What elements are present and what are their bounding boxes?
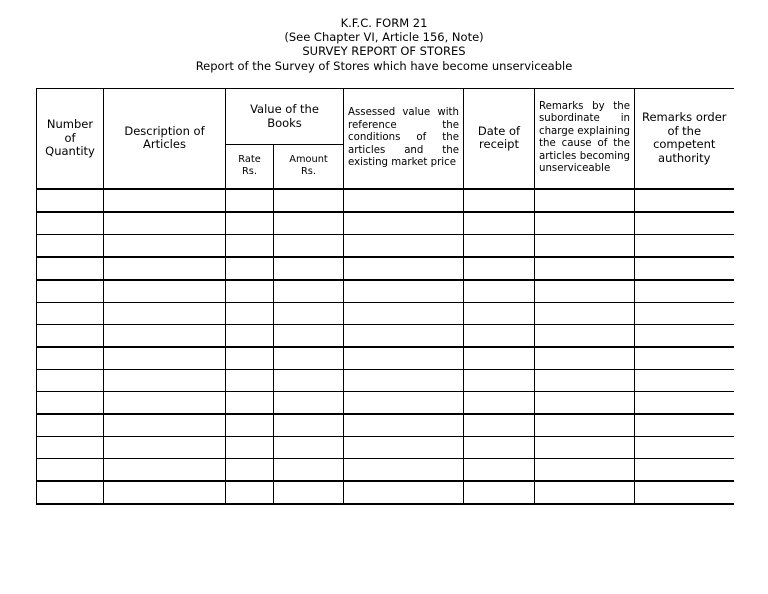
table-cell [464, 280, 535, 303]
table-row [37, 234, 734, 257]
table-cell [104, 234, 226, 257]
table-cell [226, 324, 274, 347]
table-row [37, 257, 734, 280]
table-cell [37, 436, 104, 458]
table-cell [464, 212, 535, 235]
form-reference: (See Chapter VI, Article 156, Note) [284, 30, 484, 45]
table-cell [635, 436, 734, 458]
table-cell [274, 257, 344, 280]
table-cell [226, 391, 274, 414]
table-cell [464, 257, 535, 280]
table-cell [226, 280, 274, 303]
table-cell [344, 458, 464, 481]
column-header-remarks-subordinate: Remarks by the subordinate in charge explaining the cause of the articles becoming unserviceable [535, 89, 635, 189]
table-row [37, 369, 734, 391]
table-cell [226, 212, 274, 235]
table-cell [635, 302, 734, 324]
table-cell [37, 280, 104, 303]
table-cell [344, 436, 464, 458]
table-cell [226, 302, 274, 324]
table-cell [535, 189, 635, 212]
table-cell [226, 369, 274, 391]
table-cell [344, 302, 464, 324]
table-cell [274, 347, 344, 370]
table-cell [37, 347, 104, 370]
table-cell [104, 189, 226, 212]
table-cell [104, 302, 226, 324]
table-cell [274, 436, 344, 458]
table-cell [635, 234, 734, 257]
table-row [37, 436, 734, 458]
table-cell [104, 458, 226, 481]
table-cell [104, 391, 226, 414]
table-cell [535, 347, 635, 370]
report-title: SURVEY REPORT OF STORES [302, 44, 466, 59]
column-header-remarks-order: Remarks order of the competent authority [635, 89, 734, 189]
table-cell [104, 257, 226, 280]
table-cell [464, 302, 535, 324]
form-header [0, 16, 768, 73]
table-cell [344, 414, 464, 437]
table-cell [104, 280, 226, 303]
table-cell [226, 257, 274, 280]
table-row [37, 189, 734, 212]
table-cell [535, 481, 635, 504]
column-header-rate: Rate Rs. [226, 145, 274, 189]
table-cell [104, 481, 226, 504]
table-cell [226, 189, 274, 212]
table-row [37, 391, 734, 414]
table-cell [104, 212, 226, 235]
table-row [37, 324, 734, 347]
table-cell [535, 324, 635, 347]
table-cell [464, 324, 535, 347]
table-cell [344, 369, 464, 391]
table-cell [37, 391, 104, 414]
table-cell [226, 481, 274, 504]
table-cell [635, 458, 734, 481]
table-cell [464, 369, 535, 391]
table-cell [344, 257, 464, 280]
table-row [37, 347, 734, 370]
table-row [37, 414, 734, 437]
table-row [37, 280, 734, 303]
table-cell [104, 347, 226, 370]
table-cell [344, 391, 464, 414]
table-body [37, 189, 734, 504]
table-cell [226, 234, 274, 257]
table-cell [37, 324, 104, 347]
table-cell [535, 414, 635, 437]
table-cell [104, 414, 226, 437]
table-cell [274, 234, 344, 257]
table-cell [344, 324, 464, 347]
report-subtitle: Report of the Survey of Stores which have become unserviceable [195, 58, 573, 73]
table-cell [226, 436, 274, 458]
table-cell [464, 347, 535, 370]
table-cell [274, 369, 344, 391]
table-cell [535, 458, 635, 481]
table-cell [104, 436, 226, 458]
table-row [37, 212, 734, 235]
table-cell [226, 458, 274, 481]
table-cell [274, 302, 344, 324]
table-cell [274, 280, 344, 303]
table-cell [464, 436, 535, 458]
table-cell [274, 189, 344, 212]
table-cell [635, 257, 734, 280]
table-cell [635, 347, 734, 370]
column-header-value-group: Value of the Books [226, 89, 344, 145]
column-header-number: Number of Quantity [37, 89, 104, 189]
table-cell [274, 324, 344, 347]
table-cell [635, 324, 734, 347]
table-cell [274, 391, 344, 414]
table-cell [464, 481, 535, 504]
table-cell [226, 414, 274, 437]
table-cell [464, 391, 535, 414]
table-cell [535, 302, 635, 324]
table-cell [535, 234, 635, 257]
survey-report-table [36, 88, 734, 505]
table-cell [274, 481, 344, 504]
table-cell [37, 212, 104, 235]
table-cell [344, 212, 464, 235]
table-cell [37, 414, 104, 437]
table-cell [37, 234, 104, 257]
table-cell [464, 458, 535, 481]
table-cell [226, 347, 274, 370]
table-cell [104, 324, 226, 347]
table-cell [535, 257, 635, 280]
table-cell [104, 369, 226, 391]
table-row [37, 481, 734, 504]
table-cell [535, 280, 635, 303]
table-cell [535, 436, 635, 458]
column-header-date-of-receipt: Date of receipt [464, 89, 535, 189]
table-cell [37, 369, 104, 391]
table-cell [635, 369, 734, 391]
table-cell [464, 414, 535, 437]
table-cell [37, 302, 104, 324]
form-title: K.F.C. FORM 21 [340, 16, 428, 30]
table-row [37, 458, 734, 481]
table-cell [464, 234, 535, 257]
table-cell [37, 189, 104, 212]
table-cell [37, 257, 104, 280]
table-cell [635, 481, 734, 504]
table-cell [464, 189, 535, 212]
table-cell [344, 481, 464, 504]
table-cell [274, 414, 344, 437]
table-cell [535, 391, 635, 414]
table-cell [344, 280, 464, 303]
table-cell [535, 369, 635, 391]
table-cell [535, 212, 635, 235]
table-cell [344, 347, 464, 370]
table-cell [635, 414, 734, 437]
table-cell [37, 458, 104, 481]
table-row [37, 302, 734, 324]
column-header-description: Description of Articles [104, 89, 226, 189]
table-cell [274, 458, 344, 481]
table-cell [344, 234, 464, 257]
table-cell [635, 189, 734, 212]
table-cell [635, 391, 734, 414]
table-cell [274, 212, 344, 235]
column-header-amount: Amount Rs. [274, 145, 344, 189]
column-header-assessed-value: Assessed value with reference the conditions of the articles and the existing market price [344, 89, 464, 189]
table-cell [344, 189, 464, 212]
table-cell [635, 280, 734, 303]
table-cell [635, 212, 734, 235]
table-cell [37, 481, 104, 504]
